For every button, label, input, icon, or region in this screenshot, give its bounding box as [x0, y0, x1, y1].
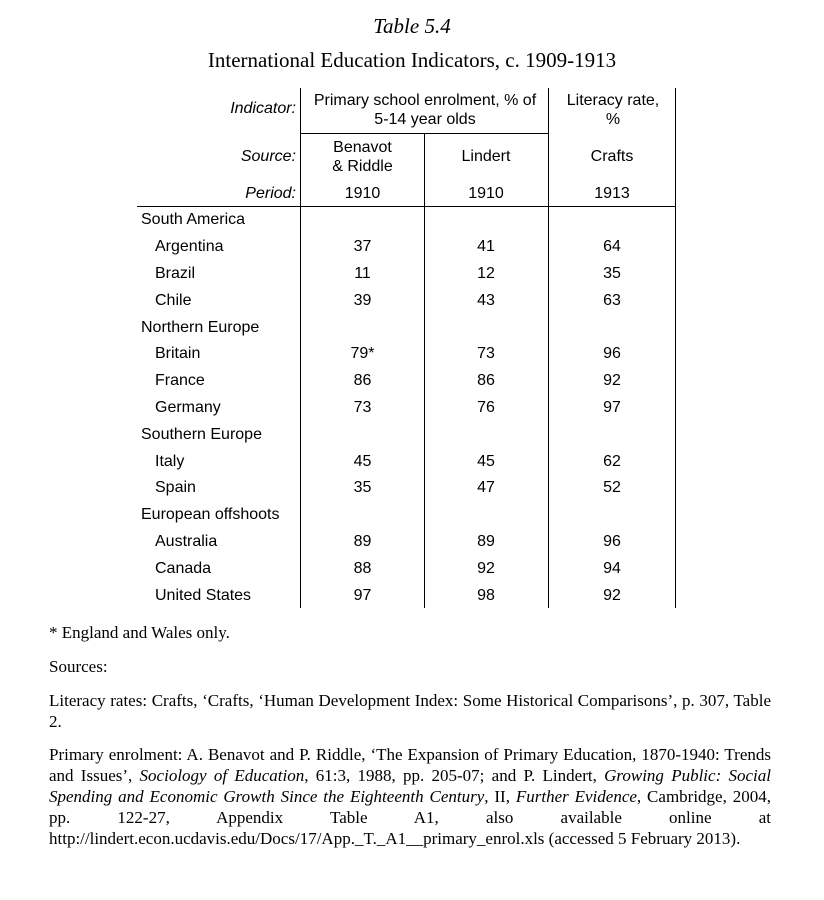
country-name: Canada [155, 560, 212, 577]
benavot-value: 39 [353, 292, 372, 309]
rule-v-literacy [548, 88, 549, 608]
period-benavot: 1910 [344, 185, 381, 202]
group-southern-europe: Southern Europe [141, 426, 262, 443]
lindert-value: 89 [477, 533, 495, 550]
country-name: Australia [155, 533, 218, 550]
crafts-value: 62 [603, 453, 621, 470]
country-name: Germany [155, 399, 221, 416]
benavot-value: 79* [350, 345, 375, 362]
group-european-offshoots: European offshoots [141, 506, 280, 523]
enrol-text-4: , Cambridge, 2004, pp. 122-27, Appendix Table A1, also available online at http://lindert.econ.ucdavis.edu/Docs/17/App._T._A1__primary_enrol.xls (accessed 5 February 2013). [49, 787, 771, 848]
literacy-indicator-header: Literacy rate, % [566, 92, 660, 128]
asterisk-note: * England and Wales only. [49, 623, 230, 642]
enrol-text-1: Primary enrolment: A. Benavot and P. Riddle, ‘The Expansion of Primary Education, 1870-1940: Trends and Issues’, [49, 745, 771, 785]
country-name: Italy [155, 453, 185, 470]
crafts-value: 92 [603, 587, 621, 604]
country-name: Argentina [155, 238, 224, 255]
crafts-value: 35 [603, 265, 621, 282]
period-crafts: 1913 [594, 185, 630, 202]
benavot-value: 35 [353, 479, 372, 496]
literacy-source-note: Literacy rates: Crafts, ‘Crafts, ‘Human Development Index: Some Historical Comparisons’, p. 307, Table 2. [49, 691, 771, 731]
source-label: Source: [240, 148, 296, 165]
crafts-value: 52 [603, 479, 621, 496]
enrol-text-2: , 61:3, 1988, pp. 205-07; and P. Lindert, [304, 766, 605, 785]
lindert-value: 98 [477, 587, 495, 604]
group-northern-europe: Northern Europe [141, 319, 260, 336]
crafts-value: 63 [603, 292, 621, 309]
lindert-value: 45 [477, 453, 495, 470]
crafts-value: 97 [603, 399, 621, 416]
enrol-journal: Sociology of Education [139, 766, 305, 785]
lindert-value: 92 [477, 560, 495, 577]
country-name: Britain [155, 345, 201, 362]
crafts-value: 64 [603, 238, 621, 255]
lindert-value: 76 [477, 399, 495, 416]
lindert-value: 86 [477, 372, 495, 389]
table-number: Table 5.4 [373, 14, 451, 38]
group-south-america: South America [141, 211, 246, 228]
rule-v-label [300, 88, 301, 608]
benavot-value: 89 [353, 533, 372, 550]
rule-h-header [137, 206, 676, 207]
country-name: Chile [155, 292, 192, 309]
benavot-value: 88 [353, 560, 372, 577]
rule-v-right [675, 88, 676, 608]
sources-heading: Sources: [49, 657, 108, 676]
period-label: Period: [245, 185, 296, 202]
benavot-value: 86 [353, 372, 372, 389]
crafts-value: 96 [603, 345, 621, 362]
benavot-value: 45 [353, 453, 372, 470]
benavot-value: 11 [354, 265, 371, 282]
country-name: Spain [155, 479, 196, 496]
indicator-label: Indicator: [230, 100, 296, 117]
country-name: Brazil [155, 265, 196, 282]
enrol-text-3: , II, [484, 787, 516, 806]
source-crafts: Crafts [590, 148, 634, 165]
source-benavot: Benavot & Riddle [332, 139, 393, 175]
crafts-value: 92 [603, 372, 621, 389]
benavot-value: 73 [353, 399, 372, 416]
benavot-value: 97 [353, 587, 372, 604]
source-lindert: Lindert [461, 148, 511, 165]
country-name: France [155, 372, 205, 389]
benavot-value: 37 [353, 238, 372, 255]
lindert-value: 43 [477, 292, 495, 309]
enrol-book: Growing Public: Social Spending and Economic Growth Since the Eighteenth Century [49, 766, 771, 806]
table-title: International Education Indicators, c. 1909-1913 [207, 48, 617, 72]
lindert-value: 73 [477, 345, 495, 362]
primary-indicator-header: Primary school enrolment, % of 5-14 year olds [313, 92, 537, 128]
crafts-value: 94 [603, 560, 621, 577]
period-lindert: 1910 [468, 185, 504, 202]
rule-h-primary-header [300, 133, 549, 134]
lindert-value: 12 [477, 265, 495, 282]
lindert-value: 41 [477, 238, 495, 255]
country-name: United States [155, 587, 252, 604]
crafts-value: 96 [603, 533, 621, 550]
lindert-value: 47 [477, 479, 495, 496]
enrol-volume: Further Evidence [515, 787, 637, 806]
enrolment-source-note [49, 744, 771, 849]
